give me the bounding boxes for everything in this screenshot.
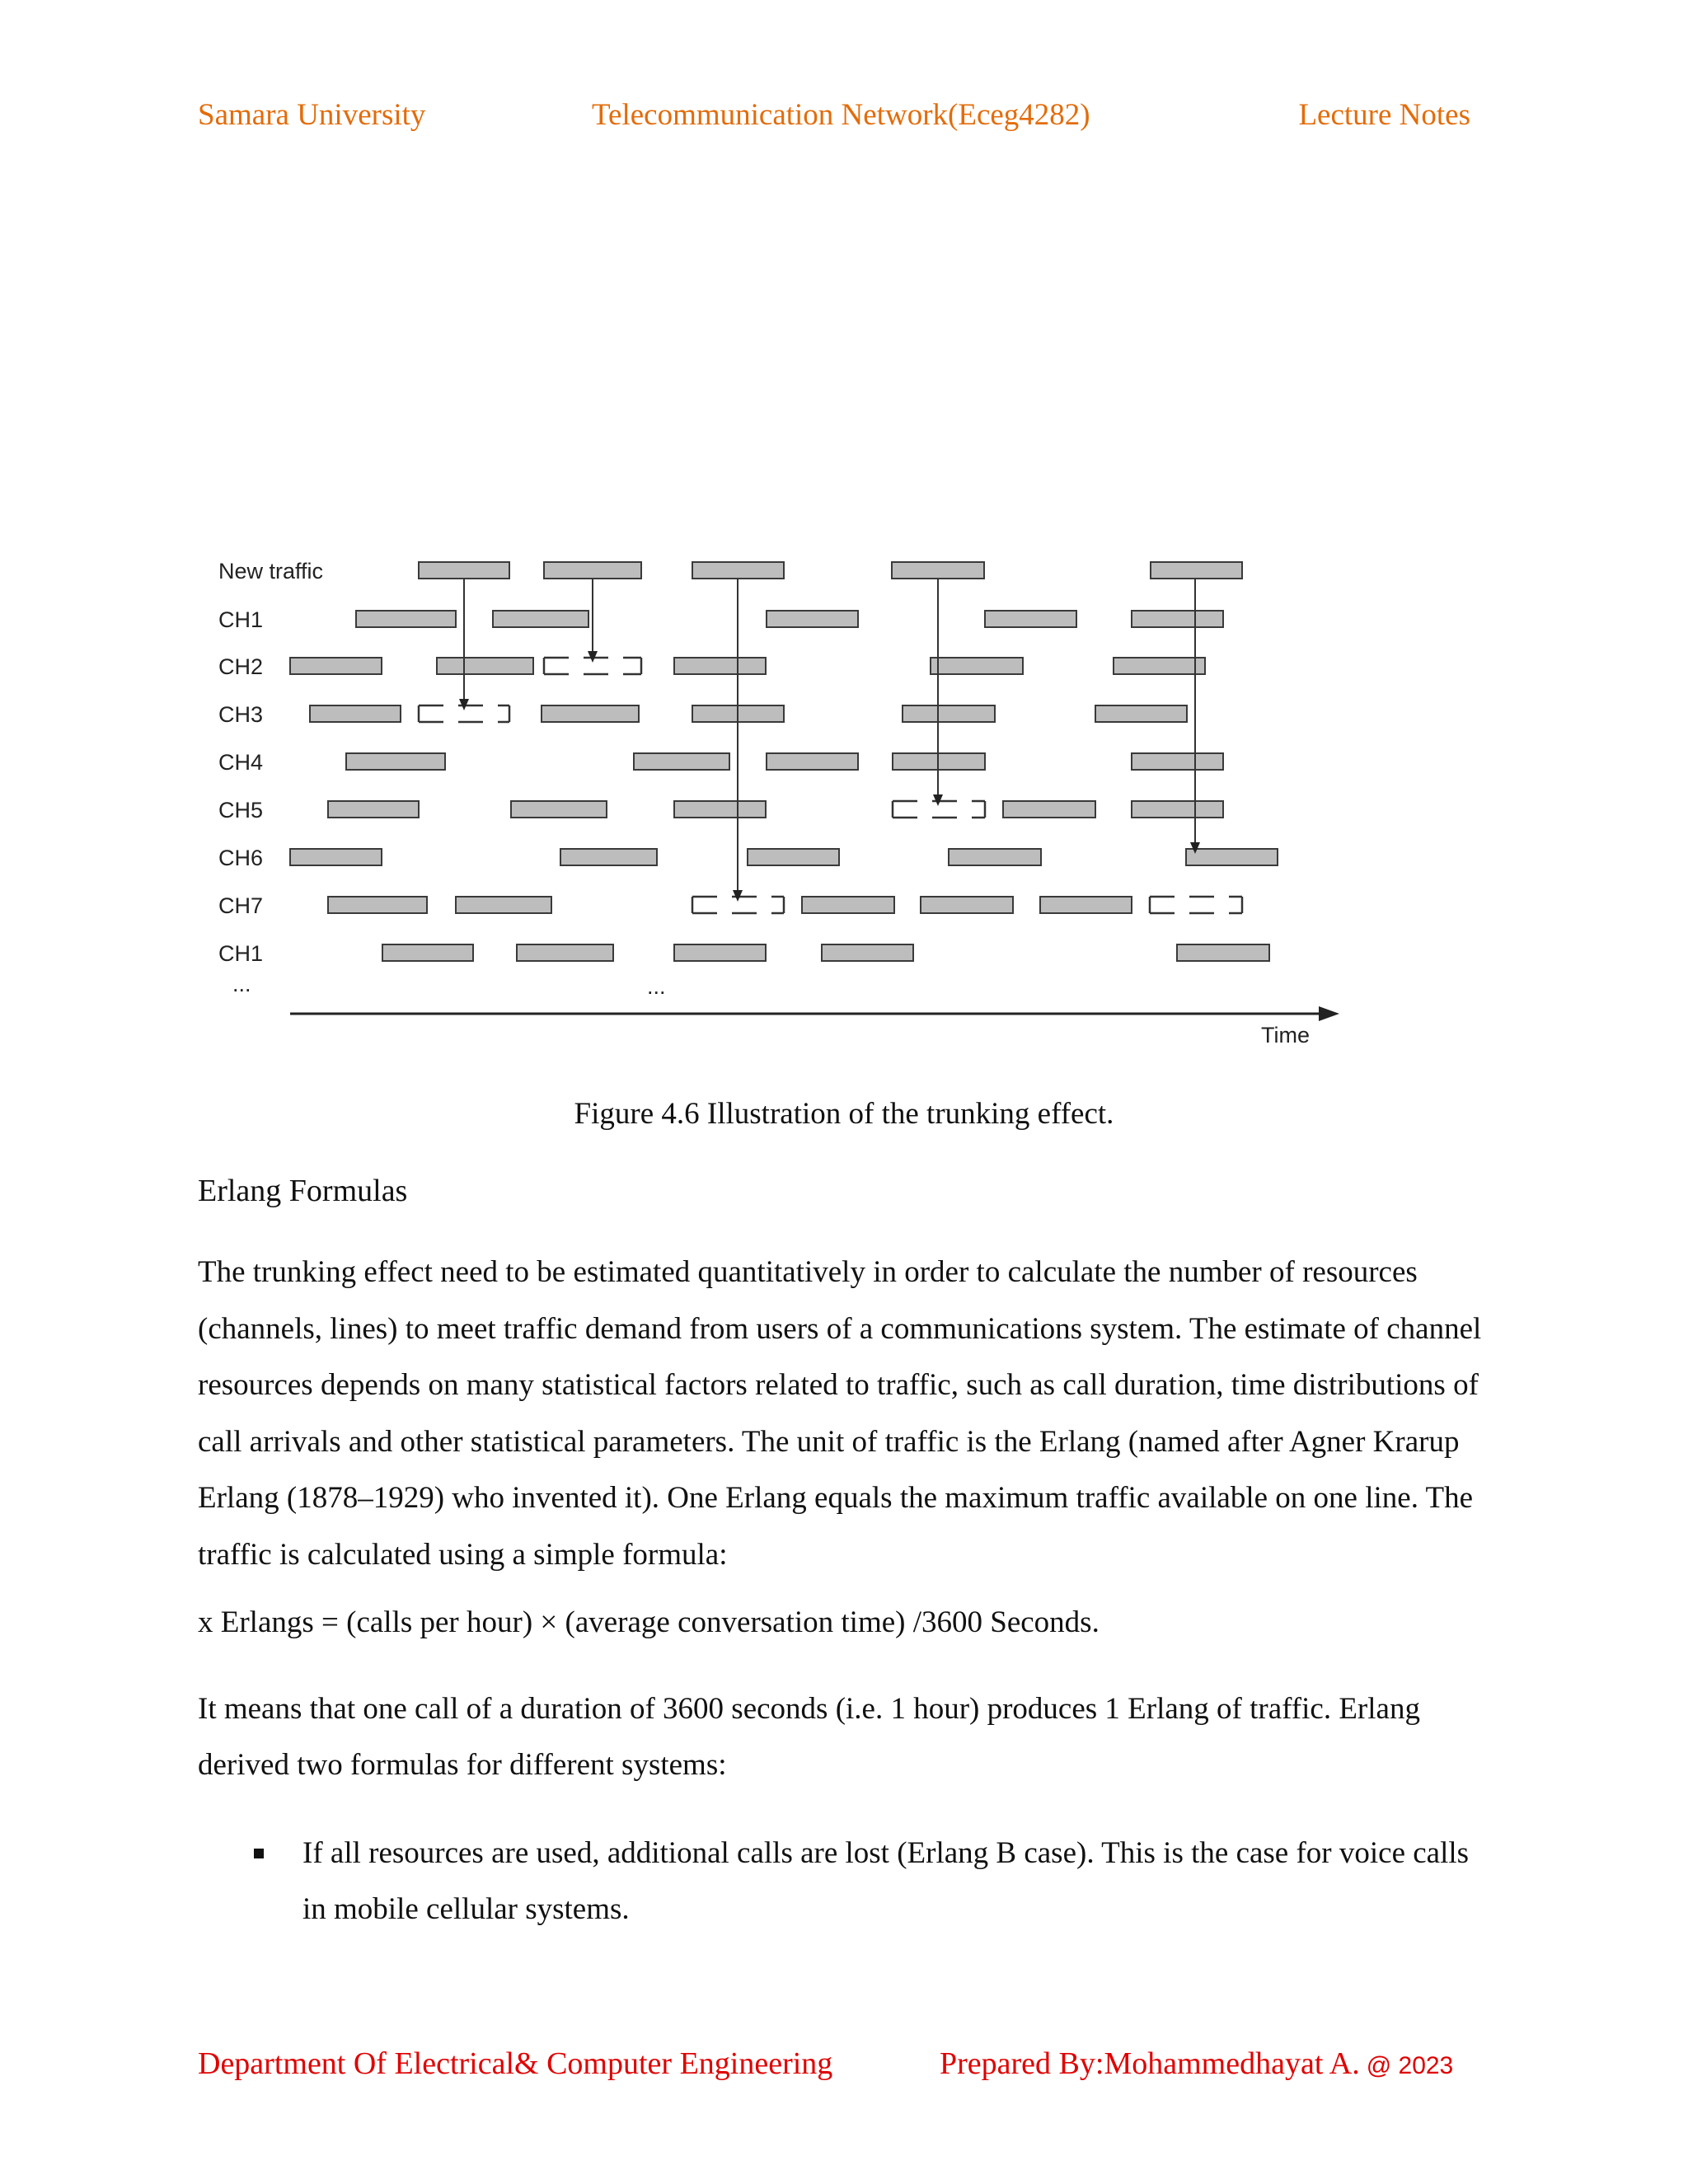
call-bar — [419, 562, 509, 579]
row-label-ch2: CH2 — [218, 654, 264, 679]
call-bar — [634, 753, 729, 770]
call-bar — [822, 944, 913, 961]
trunking-effect-figure — [0, 0, 1688, 1071]
call-bar — [328, 801, 419, 818]
ellipsis-left: ... — [232, 972, 251, 996]
call-bar — [1114, 658, 1205, 674]
paragraph-trunking: The trunking effect need to be estimated quantitatively in order to calculate the number of resources (channels, lines) to meet traffic demand from users of a communications system. The estimate of channel resources depends on many statistical factors related to traffic, such as call duration, time distributions of call arrivals and other statistical parameters. The unit of traffic is the Erlang (named after Agner Krarup Erlang (1878–1929) who invented it). One Erlang equals the maximum traffic available on one line. The traffic is calculated using a simple formula: — [198, 1255, 1482, 1572]
time-axis-label: Time — [1261, 1023, 1310, 1047]
assignment-arrow — [933, 579, 943, 806]
call-bar — [1177, 944, 1269, 961]
call-bar — [1003, 801, 1095, 818]
call-bar — [1095, 705, 1187, 722]
square-bullet-icon — [254, 1849, 264, 1858]
ellipsis-middle: ... — [647, 974, 666, 999]
time-axis-arrowhead — [1319, 1006, 1339, 1021]
call-bar — [1132, 611, 1223, 627]
call-bar — [493, 611, 588, 627]
row-label-ch4: CH4 — [218, 750, 264, 775]
footer-prepared-by: Prepared By:Mohammedhayat A. — [940, 2046, 1360, 2081]
call-bar — [903, 705, 995, 722]
call-bar — [949, 849, 1041, 865]
blocked-slot — [1150, 897, 1242, 913]
call-bar — [356, 611, 456, 627]
call-bar — [892, 562, 984, 579]
call-bar — [346, 753, 445, 770]
call-bar — [310, 705, 401, 722]
call-bar — [748, 849, 839, 865]
footer-copyright: @ 2023 — [1366, 2052, 1454, 2079]
call-bar — [1151, 562, 1242, 579]
call-bar — [1040, 897, 1132, 913]
call-bar — [692, 562, 784, 579]
call-bar — [560, 849, 657, 865]
section-heading: Erlang Formulas — [198, 1174, 408, 1208]
call-bar — [328, 897, 427, 913]
call-bar — [767, 611, 858, 627]
paragraph-erlang-derivation: It means that one call of a duration of 3600 seconds (i.e. 1 hour) produces 1 Erlang of traffic. Erlang derived two formulas for different systems: — [198, 1692, 1420, 1782]
call-bar — [1186, 849, 1278, 865]
call-bar — [1132, 801, 1223, 818]
blocked-slots — [419, 658, 1242, 913]
call-bar — [542, 705, 639, 722]
call-bar — [674, 801, 766, 818]
row-label-ch1: CH1 — [218, 607, 264, 632]
row-label-ch3: CH3 — [218, 702, 264, 727]
row-label-ch7: CH7 — [218, 893, 264, 918]
call-bar — [767, 753, 858, 770]
footer-author — [940, 2046, 1453, 2082]
call-bar — [931, 658, 1023, 674]
footer-department: Department Of Electrical& Computer Engineering — [198, 2046, 833, 2081]
call-bar — [517, 944, 613, 961]
call-bar — [921, 897, 1013, 913]
list-item — [198, 1825, 1500, 1938]
erlang-cases-list — [198, 1825, 1500, 1938]
row-label-ch1-repeat: CH1 — [218, 941, 264, 966]
call-bar — [674, 944, 766, 961]
row-label-ch5: CH5 — [218, 798, 264, 823]
header-university: Samara University — [198, 98, 426, 132]
call-bar — [456, 897, 551, 913]
row-label-ch6: CH6 — [218, 846, 264, 870]
call-bar — [382, 944, 473, 961]
row-label-new-traffic: New traffic — [218, 559, 324, 583]
erlang-formula: x Erlangs = (calls per hour) × (average conversation time) /3600 Seconds. — [198, 1605, 1100, 1639]
assignment-arrow — [733, 579, 743, 902]
call-bar — [1132, 753, 1223, 770]
call-bar — [674, 658, 766, 674]
call-bar — [290, 849, 382, 865]
call-bar — [802, 897, 894, 913]
call-bar — [544, 562, 641, 579]
figure-caption: Figure 4.6 Illustration of the trunking effect. — [574, 1097, 1114, 1131]
call-bar — [511, 801, 607, 818]
header-lecture-notes: Lecture Notes — [1298, 98, 1470, 132]
assignment-arrow — [459, 579, 469, 710]
call-bar — [985, 611, 1076, 627]
call-bar — [290, 658, 382, 674]
list-item-text: If all resources are used, additional calls are lost (Erlang B case). This is the case for voice calls in mobile cellular systems. — [302, 1836, 1470, 1926]
header-course: Telecommunication Network(Eceg4282) — [592, 98, 1090, 132]
call-bar — [437, 658, 533, 674]
